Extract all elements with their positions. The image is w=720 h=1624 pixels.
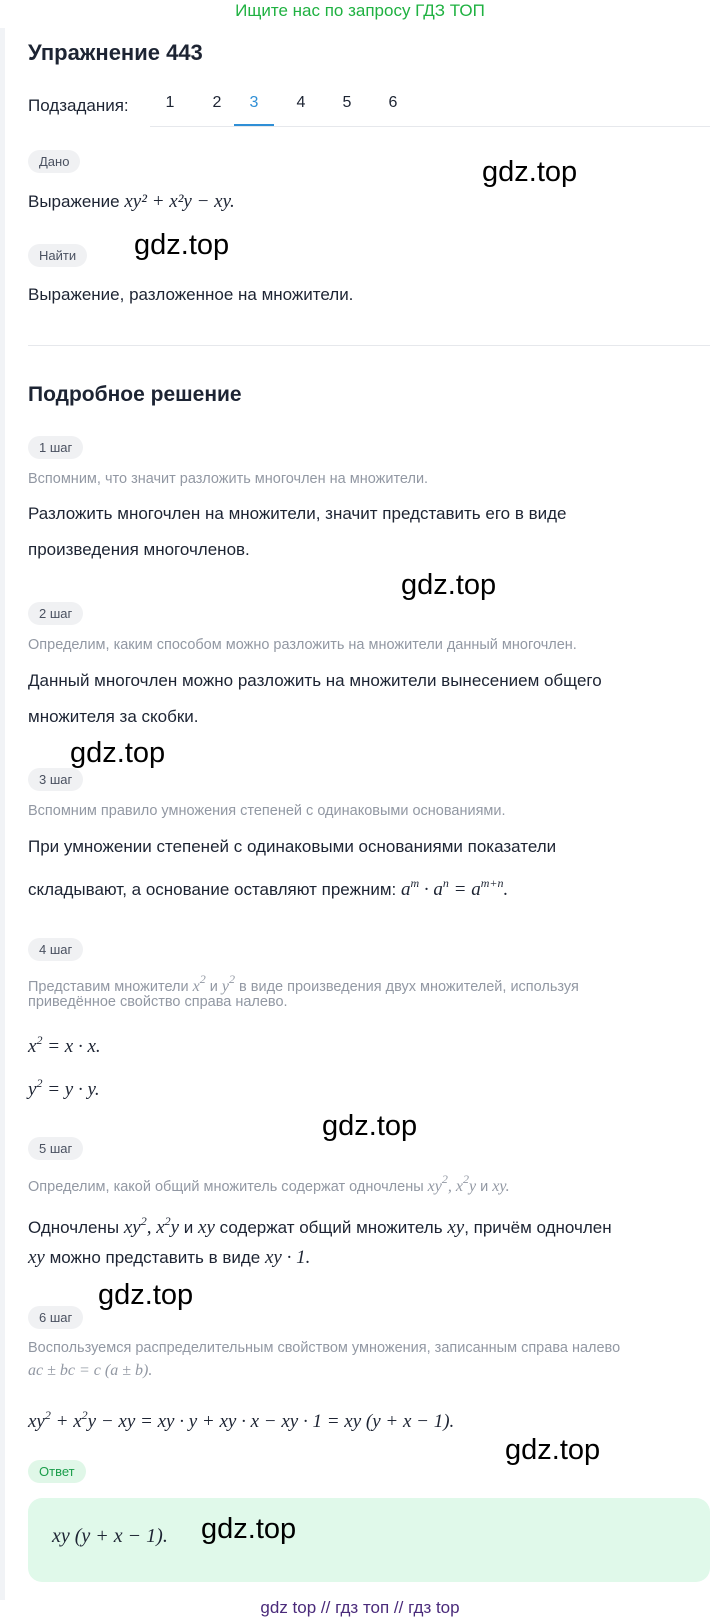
step-3-hint: Вспомним правило умножения степеней с одинаковыми основаниями. [28, 803, 506, 819]
step-5-line-1-xy: xy [198, 1217, 215, 1238]
step-5-hint-math: $xy^2$, $x^2y$ [427, 1172, 477, 1195]
step-1-line-2: произведения многочленов. [28, 540, 250, 559]
answer-math: xy (y + x − 1). [52, 1525, 168, 1547]
step-3-formula: $a^m \cdot a^n = a^{m+n}$. [400, 876, 509, 900]
step-4-eq-2: $y^2 = y \cdot y$. [28, 1076, 100, 1100]
watermark: gdz.top [201, 1513, 297, 1545]
find-text: Выражение, разложенное на множители. [28, 285, 354, 304]
step-2-line-1: Данный многочлен можно разложить на множители вынесением общего [28, 671, 602, 690]
given-math: xy² + x²y − xy. [124, 191, 235, 212]
step-4-hint-x2: $x^2$ [192, 972, 206, 995]
step-5-line-1-b: содержат общий множитель [219, 1218, 443, 1237]
step-5-hint-and: и [480, 1179, 489, 1195]
step-5-line-2 [28, 1240, 310, 1276]
step-5-hint-text: Определим, какой общий множитель содержат одночлены [28, 1179, 424, 1195]
watermark: gdz.top [401, 569, 497, 601]
subtask-tab-6[interactable]: 6 [388, 94, 398, 111]
given-badge: Дано [28, 150, 80, 173]
step-6-hint-formula: ac ± bc = c (a ± b). [28, 1362, 153, 1379]
step-2-hint: Определим, каким способом можно разложить на множители данный многочлен. [28, 637, 577, 653]
step-3-badge: 3 шаг [28, 768, 83, 791]
step-5-line-1-c: , причём одночлен [464, 1218, 612, 1237]
step-4-hint-a: Представим множители [28, 979, 189, 995]
step-5-line-2-math: xy · 1. [265, 1247, 311, 1268]
answer-badge: Ответ [28, 1460, 86, 1483]
step-6-hint: Воспользуемся распределительным свойством умножения, записанным справа налево [28, 1340, 621, 1356]
step-5-badge: 5 шаг [28, 1137, 83, 1160]
step-6-equation: $xy^2 + x^2y$ − xy = xy · y + xy · x − xy · 1 = xy (y + x − 1). [28, 1408, 455, 1432]
subtask-tab-5[interactable]: 5 [342, 94, 352, 111]
step-2-line-2: множителя за скобки. [28, 707, 199, 726]
step-3-line-2 [28, 865, 508, 908]
step-1-badge: 1 шаг [28, 436, 83, 459]
step-5-line-2-xy: xy [28, 1247, 45, 1268]
subtask-tab-2[interactable]: 2 [212, 94, 222, 111]
step-5-line-2-a: можно представить в виде [49, 1248, 261, 1267]
step-4-eq-1: $x^2 = x \cdot x$. [28, 1033, 101, 1057]
top-banner[interactable]: Ищите нас по запросу ГДЗ ТОП [235, 1, 485, 20]
subtask-tab-1[interactable]: 1 [165, 94, 175, 111]
footer-links[interactable]: gdz top // гдз топ // гдз top [260, 1598, 460, 1617]
page-title: Упражнение 443 [28, 40, 203, 65]
step-5-line-1-a: Одночлены [28, 1218, 120, 1237]
step-4-hint-and: и [209, 979, 218, 995]
subtask-tabs [150, 82, 710, 127]
step-5-hint [28, 1168, 510, 1198]
given-text: Выражение [28, 192, 120, 211]
step-5-line-1-xy-2: xy [447, 1217, 465, 1238]
step-3-line-1: При умножении степеней с одинаковыми основаниями показатели [28, 837, 557, 856]
subtasks-label: Подзадания: [28, 96, 129, 115]
step-2-badge: 2 шаг [28, 602, 83, 625]
step-4-hint-2: приведённое свойство справа налево. [28, 994, 288, 1010]
step-4-hint-y2: $y^2$ [221, 972, 236, 995]
given-statement [28, 184, 235, 220]
step-5-hint-xy: xy. [492, 1178, 510, 1195]
step-6-badge: 6 шаг [28, 1306, 83, 1329]
divider [28, 345, 710, 346]
find-badge: Найти [28, 244, 87, 267]
step-5-line-1-math: $xy^2$, $x^2y$ [123, 1214, 180, 1238]
subtask-tab-3[interactable]: 3 [234, 82, 274, 126]
watermark: gdz.top [98, 1279, 194, 1311]
step-1-line-1: Разложить многочлен на множители, значит представить его в виде [28, 504, 567, 523]
step-4-badge: 4 шаг [28, 938, 83, 961]
watermark: gdz.top [482, 156, 578, 188]
step-4-hint-b: в виде произведения двух множителей, используя [239, 979, 579, 995]
step-1-hint: Вспомним, что значит разложить многочлен на множители. [28, 471, 429, 487]
watermark: gdz.top [505, 1434, 601, 1466]
solution-title: Подробное решение [28, 383, 242, 406]
step-3-line-2-text: складывают, а основание оставляют прежним: [28, 880, 397, 899]
watermark: gdz.top [134, 229, 230, 261]
subtask-tab-4[interactable]: 4 [296, 94, 306, 111]
watermark: gdz.top [70, 737, 166, 769]
left-rail [0, 28, 5, 1600]
watermark: gdz.top [322, 1110, 418, 1142]
step-5-line-1-and: и [183, 1218, 194, 1237]
